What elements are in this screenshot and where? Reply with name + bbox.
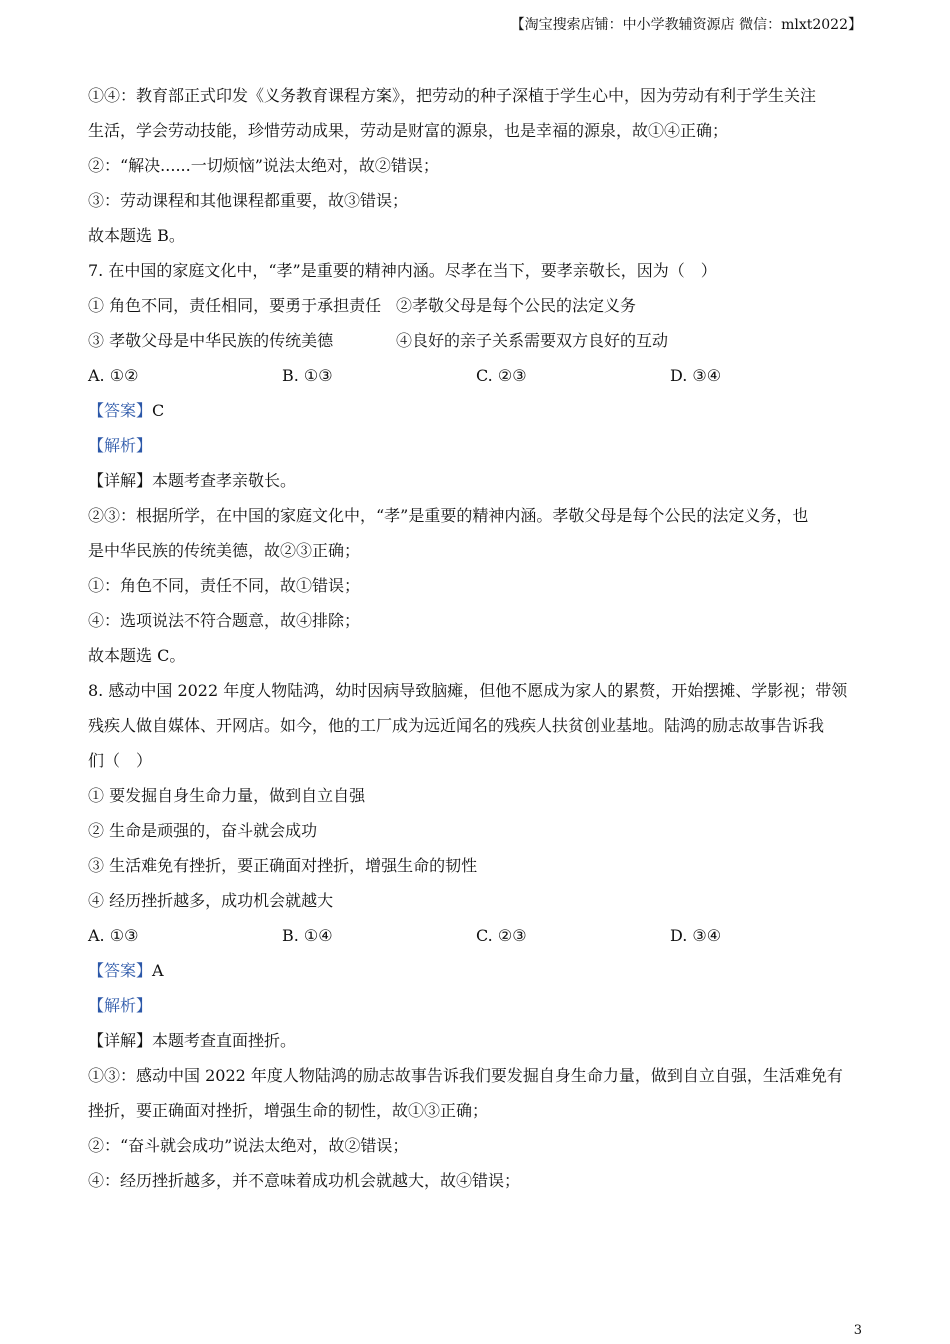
question-8-stem: 们（ ） <box>88 751 153 770</box>
option-d: D. ③④ <box>670 926 722 945</box>
option-c: C. ②③ <box>476 926 527 945</box>
page-number: 3 <box>853 1323 862 1338</box>
question-7-stem: 7. 在中国的家庭文化中，“孝”是重要的精神内涵。尽孝在当下，要孝亲敬长，因为（ ） <box>88 261 717 280</box>
text-line: ①④：教育部正式印发《义务教育课程方案》，把劳动的种子深植于学生心中，因为劳动有利于学生关注 <box>88 86 817 105</box>
answer-value: C <box>152 401 165 420</box>
question-8-stem: 残疾人做自媒体、开网店。如今，他的工厂成为远近闻名的残疾人扶贫创业基地。陆鸿的励志故事告诉我 <box>88 716 825 735</box>
text-line: ④：经历挫折越多，并不意味着成功机会就越大，故④错误； <box>88 1171 521 1190</box>
answer-value: A <box>152 961 164 980</box>
detail-tag: 【详解】 <box>88 1031 153 1050</box>
statement: ④良好的亲子关系需要双方良好的互动 <box>396 331 669 350</box>
text-line: ③：劳动课程和其他课程都重要，故③错误； <box>88 191 409 210</box>
question-8-stem: 8. 感动中国 2022 年度人物陆鸿，幼时因病导致脑瘫，但他不愿成为家人的累赘，开始摆摊、学影视；带领 <box>88 681 848 700</box>
text-line: ④：选项说法不符合题意，故④排除； <box>88 611 361 630</box>
option-b: B. ①④ <box>282 926 333 945</box>
detail-line <box>88 1023 868 1058</box>
question-7-options <box>88 358 868 393</box>
text-line: ②③：根据所学，在中国的家庭文化中，“孝”是重要的精神内涵。孝敬父母是每个公民的法定义务，也 <box>88 506 809 525</box>
text-line: 故本题选 B。 <box>88 226 185 245</box>
question-8-options <box>88 918 868 953</box>
answer-tag: 【答案】 <box>88 961 153 980</box>
option-d: D. ③④ <box>670 366 722 385</box>
text-line: ①③：感动中国 2022 年度人物陆鸿的励志故事告诉我们要发掘自身生命力量，做到自立自强，生活难免有 <box>88 1066 843 1085</box>
option-b: B. ①③ <box>282 366 333 385</box>
detail-text: 本题考查孝亲敬长。 <box>152 471 297 490</box>
statement: ④ 经历挫折越多，成功机会就越大 <box>88 891 334 910</box>
answer-line <box>88 953 868 988</box>
document-body <box>88 78 868 1198</box>
text-line: ①：角色不同，责任不同，故①错误； <box>88 576 361 595</box>
detail-tag: 【详解】 <box>88 471 153 490</box>
option-c: C. ②③ <box>476 366 527 385</box>
analysis-tag: 【解析】 <box>88 436 153 455</box>
statement: ②孝敬父母是每个公民的法定义务 <box>396 296 637 315</box>
text-line: ②：“解决......一切烦恼”说法太绝对，故②错误； <box>88 156 439 175</box>
text-line: ②：“奋斗就会成功”说法太绝对，故②错误； <box>88 1136 409 1155</box>
text-line: 生活，学会劳动技能，珍惜劳动成果，劳动是财富的源泉，也是幸福的源泉，故①④正确； <box>88 121 729 140</box>
answer-line <box>88 393 868 428</box>
detail-text: 本题考查直面挫折。 <box>152 1031 297 1050</box>
option-a: A. ①③ <box>88 926 139 945</box>
answer-tag: 【答案】 <box>88 401 153 420</box>
text-line: 是中华民族的传统美德，故②③正确； <box>88 541 361 560</box>
option-a: A. ①② <box>88 366 139 385</box>
statement: ① 角色不同，责任相同，要勇于承担责任 <box>88 296 382 315</box>
statement: ① 要发掘自身生命力量，做到自立自强 <box>88 786 366 805</box>
statement: ③ 孝敬父母是中华民族的传统美德 <box>88 331 334 350</box>
detail-line <box>88 463 868 498</box>
question-7-statements-row <box>88 323 868 358</box>
text-line: 故本题选 C。 <box>88 646 186 665</box>
statement: ③ 生活难免有挫折，要正确面对挫折，增强生命的韧性 <box>88 856 478 875</box>
question-7-statements-row <box>88 288 868 323</box>
analysis-tag: 【解析】 <box>88 996 153 1015</box>
statement: ② 生命是顽强的，奋斗就会成功 <box>88 821 318 840</box>
text-line: 挫折，要正确面对挫折，增强生命的韧性，故①③正确； <box>88 1101 489 1120</box>
page-header: 【淘宝搜索店铺：中小学教辅资源店 微信：mlxt2022】 <box>510 17 862 33</box>
